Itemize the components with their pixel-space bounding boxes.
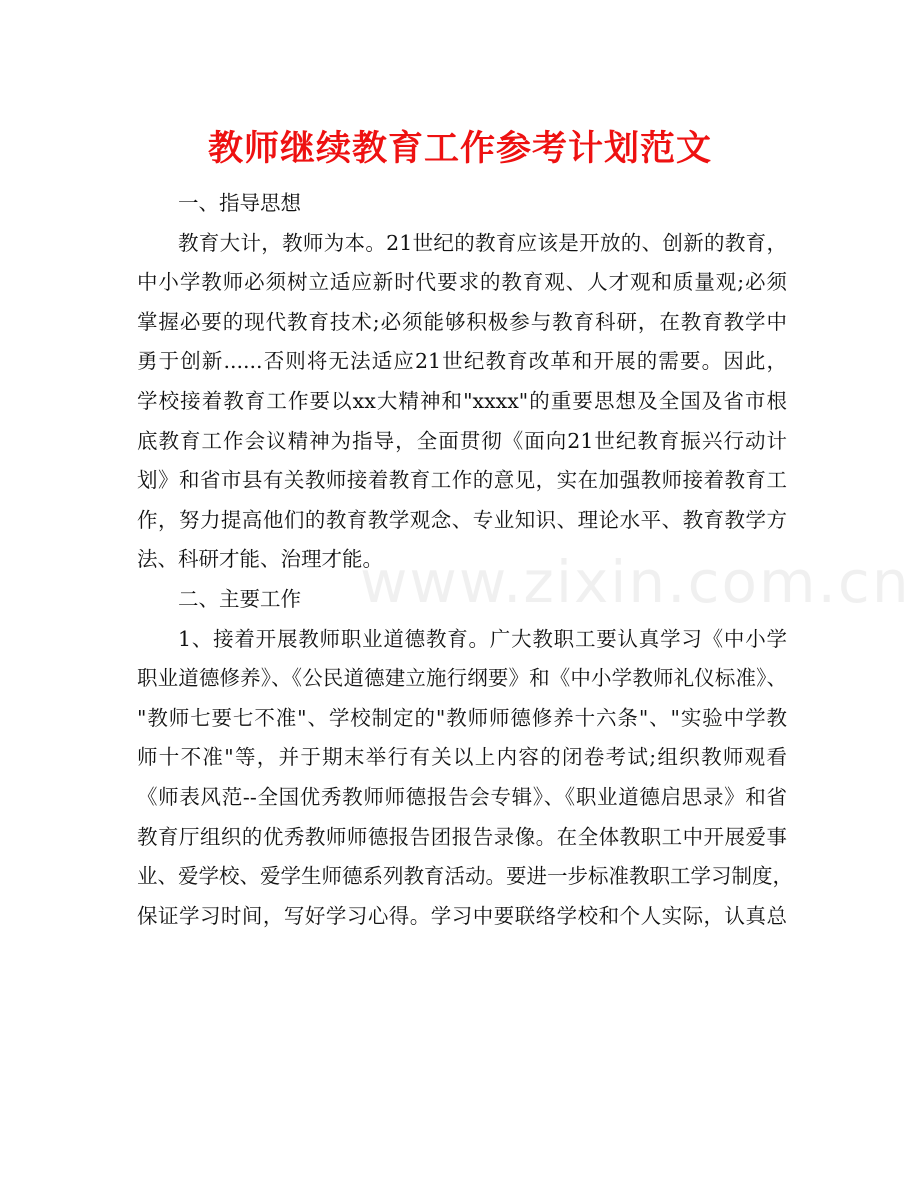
document-body [137, 184, 793, 936]
text-line: "教师七要七不准"、学校制定的"教师师德修养十六条"、"实验中学教 [137, 705, 787, 730]
text-line: 《师表风范--全国优秀教师师德报告会专辑》、《职业道德启思录》和省 [137, 784, 787, 809]
text-line: 教育厅组织的优秀教师师德报告团报告录像。在全体教职工中开展爱事 [137, 824, 787, 849]
text-line: 底教育工作会议精神为指导，全面贯彻《面向21世纪教育振兴行动计 [137, 428, 787, 453]
text-line: 保证学习时间，写好学习心得。学习中要联络学校和个人实际，认真总 [137, 903, 787, 928]
text-line: 学校接着教育工作要以xx大精神和"xxxx"的重要思想及全国及省市根 [137, 388, 787, 413]
text-line: 业、爱学校、爱学生师德系列教育活动。要进一步标准教职工学习制度， [137, 864, 793, 889]
text-line: 二、主要工作 [178, 586, 301, 611]
text-line: 中小学教师必须树立适应新时代要求的教育观、人才观和质量观;必须 [137, 270, 787, 295]
text-line: 划》和省市县有关教师接着教育工作的意见，实在加强教师接着教育工 [137, 468, 787, 493]
text-line: 掌握必要的现代教育技术;必须能够积极参与教育科研，在教育教学中 [137, 309, 787, 334]
text-line: 师十不准"等，并于期末举行有关以上内容的闭卷考试;组织教师观看 [137, 745, 787, 770]
text-line: 职业道德修养》、《公民道德建立施行纲要》和《中小学教师礼仪标准》、 [137, 666, 787, 691]
text-line: 作，努力提高他们的教育教学观念、专业知识、理论水平、教育教学方 [137, 507, 787, 532]
watermark: www.zixin.com.cn [360, 548, 911, 616]
text-line: 教育大计，教师为本。21世纪的教育应该是开放的、创新的教育， [178, 230, 787, 255]
text-line: 一、指导思想 [178, 191, 301, 215]
text-line: 法、科研才能、治理才能。 [137, 547, 383, 572]
text-line: 勇于创新......否则将无法适应21世纪教育改革和开展的需要。因此， [137, 349, 787, 374]
text-line: 1、接着开展教师职业道德教育。广大教职工要认真学习《中小学 [178, 626, 787, 651]
page-title: 教师继续教育工作参考计划范文 [207, 129, 712, 169]
